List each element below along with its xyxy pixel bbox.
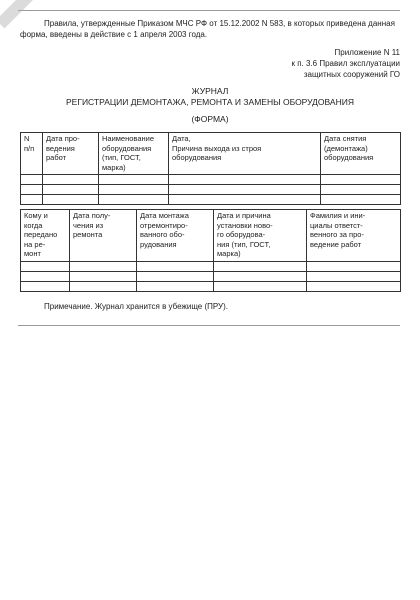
col-removal-date-label: Дата снятия (демонтажа) оборудования bbox=[324, 134, 374, 162]
title-journal: ЖУРНАЛ bbox=[191, 86, 229, 96]
col-work-date bbox=[43, 133, 99, 175]
journal-table-part-1 bbox=[20, 132, 401, 205]
table-cell bbox=[169, 185, 321, 195]
col-return-date-label: Дата полу- чения из ремонта bbox=[73, 211, 111, 239]
table-cell bbox=[99, 175, 169, 185]
attachment-reference bbox=[240, 47, 400, 80]
table-cell bbox=[43, 195, 99, 205]
table-cell bbox=[321, 185, 401, 195]
table-cell bbox=[99, 185, 169, 195]
col-install-repaired-date bbox=[137, 210, 214, 262]
table-row bbox=[21, 272, 401, 282]
table-row bbox=[21, 185, 401, 195]
bottom-rule bbox=[18, 325, 400, 326]
title-subject: РЕГИСТРАЦИИ ДЕМОНТАЖА, РЕМОНТА И ЗАМЕНЫ ОБОРУДОВАНИЯ bbox=[66, 97, 354, 107]
table-cell bbox=[321, 175, 401, 185]
col-new-equipment bbox=[214, 210, 307, 262]
journal-table-part-2 bbox=[20, 209, 401, 292]
table-cell bbox=[137, 282, 214, 292]
table-header-row bbox=[21, 133, 401, 175]
table-cell bbox=[321, 195, 401, 205]
attachment-line-number: Приложение N 11 bbox=[334, 48, 400, 57]
form-label: (ФОРМА) bbox=[191, 114, 229, 124]
table-cell bbox=[43, 185, 99, 195]
table-cell bbox=[21, 185, 43, 195]
table-cell bbox=[169, 175, 321, 185]
col-responsible-person-label: Фамилия и ини- циалы ответст- венного за про- ведение работ bbox=[310, 211, 366, 249]
col-responsible-person bbox=[307, 210, 401, 262]
table-cell bbox=[307, 282, 401, 292]
table-cell bbox=[21, 272, 70, 282]
col-equipment-name-label: Наименование оборудования (тип, ГОСТ, марка) bbox=[102, 134, 154, 172]
table-cell bbox=[21, 282, 70, 292]
col-work-date-label: Дата про- ведения работ bbox=[46, 134, 80, 162]
table-cell bbox=[137, 262, 214, 272]
attachment-line-clause: к п. 3.6 Правил эксплуатации bbox=[291, 59, 400, 68]
col-install-repaired-date-label: Дата монтажа отремонтиро- ванного обо- рудования bbox=[140, 211, 189, 249]
footnote: Примечание. Журнал хранится в убежище (ПРУ). bbox=[44, 302, 229, 311]
col-failure-date-reason bbox=[169, 133, 321, 175]
col-equipment-name bbox=[99, 133, 169, 175]
table-cell bbox=[43, 175, 99, 185]
table-cell bbox=[70, 282, 137, 292]
table-header-row bbox=[21, 210, 401, 262]
table-cell bbox=[214, 262, 307, 272]
table-cell bbox=[21, 175, 43, 185]
table-cell bbox=[70, 272, 137, 282]
col-removal-date bbox=[321, 133, 401, 175]
table-row bbox=[21, 262, 401, 272]
table-cell bbox=[307, 272, 401, 282]
table-cell bbox=[214, 282, 307, 292]
preamble-text: Правила, утвержденные Приказом МЧС РФ от 15.12.2002 N 583, в которых приведена данная форма, введены в действие с 1 апреля 2003 года. bbox=[20, 19, 395, 39]
document-title bbox=[20, 86, 400, 108]
table-row bbox=[21, 195, 401, 205]
table-cell bbox=[21, 195, 43, 205]
col-number-label: N п/п bbox=[24, 134, 35, 153]
table-cell bbox=[137, 272, 214, 282]
table-cell bbox=[21, 262, 70, 272]
table-row bbox=[21, 175, 401, 185]
col-new-equipment-label: Дата и причина установки ново- го оборудова- ния (тип, ГОСТ, марка) bbox=[217, 211, 273, 258]
table-cell bbox=[214, 272, 307, 282]
col-sent-for-repair bbox=[21, 210, 70, 262]
table-cell bbox=[99, 195, 169, 205]
table-cell bbox=[307, 262, 401, 272]
attachment-line-source: защитных сооружений ГО bbox=[303, 70, 400, 79]
col-number bbox=[21, 133, 43, 175]
top-rule bbox=[18, 10, 400, 11]
table-cell bbox=[169, 195, 321, 205]
col-return-date bbox=[70, 210, 137, 262]
table-cell bbox=[70, 262, 137, 272]
col-failure-date-reason-label: Дата, Причина выхода из строя оборудования bbox=[172, 134, 262, 162]
table-row bbox=[21, 282, 401, 292]
col-sent-for-repair-label: Кому и когда передано на ре- монт bbox=[24, 211, 58, 258]
